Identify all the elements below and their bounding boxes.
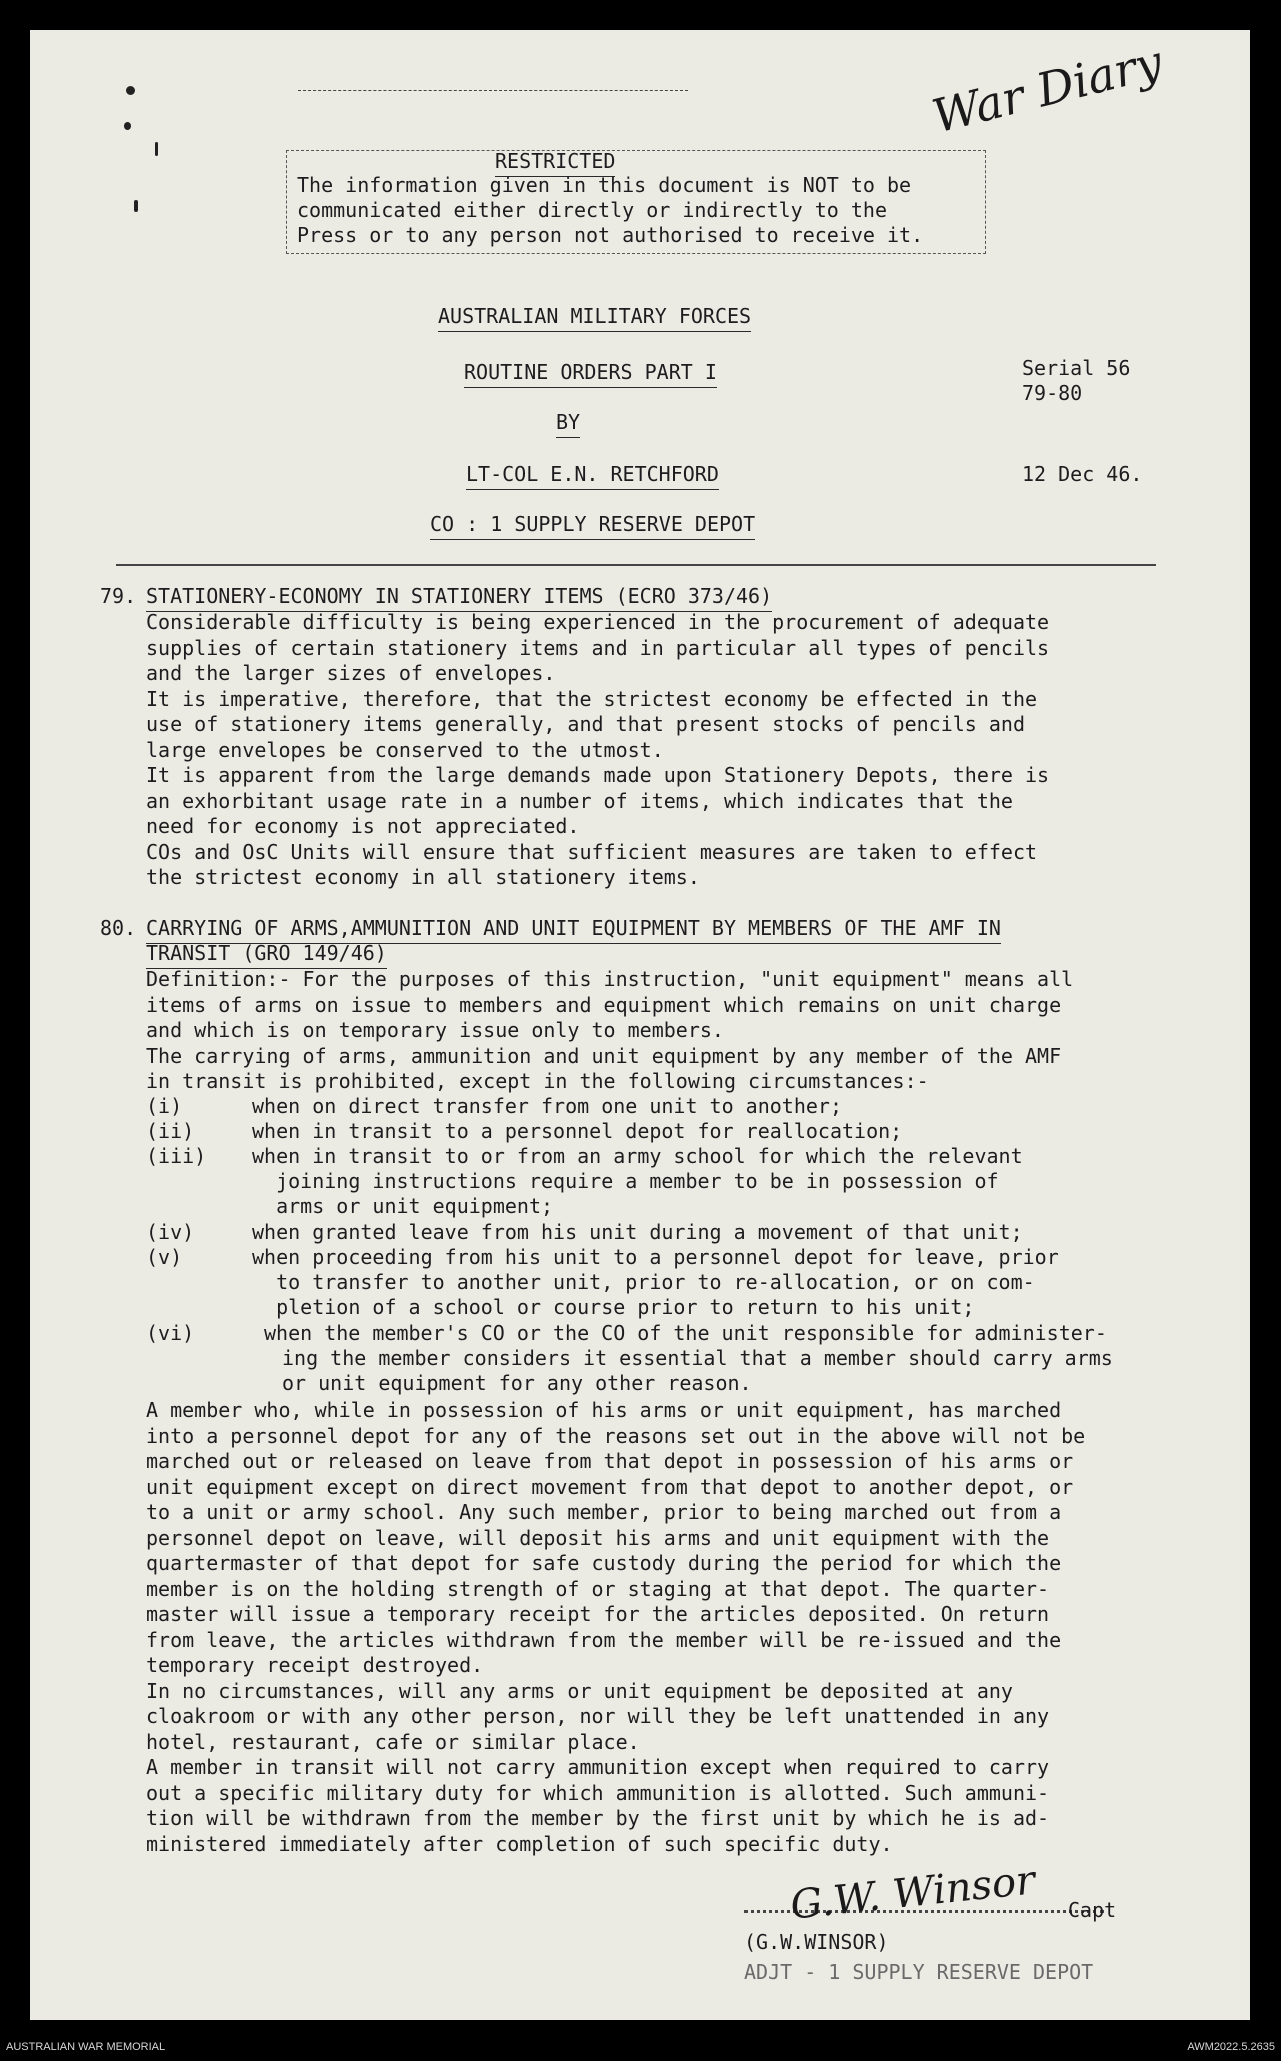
body-line: quartermaster of that depot for safe custody during the period for which the <box>146 1551 1062 1575</box>
serial-number: Serial 56 <box>1022 356 1131 380</box>
subitem-line: arms or unit equipment; <box>252 1194 554 1218</box>
body-line: supplies of certain stationery items and in particular all types of pencils <box>146 635 1050 660</box>
item-80-title-line-1: CARRYING OF ARMS,AMMUNITION AND UNIT EQUIPMENT BY MEMBERS OF THE AMF IN <box>146 916 1001 944</box>
subitem-line: to transfer to another unit, prior to re-allocation, or on com- <box>252 1270 1035 1294</box>
subitem-line: when proceeding from his unit to a personnel depot for leave, prior <box>252 1245 1059 1269</box>
body-line: A member who, while in possession of his arms or unit equipment, has marched <box>146 1398 1062 1422</box>
subitem-line: or unit equipment for any other reason. <box>282 1371 752 1395</box>
body-line: an exhorbitant usage rate in a number of items, which indicates that the <box>146 788 1013 813</box>
body-line: and the larger sizes of envelopes. <box>146 661 556 685</box>
body-line: marched out or released on leave from that depot in possession of his arms or <box>146 1449 1074 1473</box>
order-date: 12 Dec 46. <box>1022 462 1143 486</box>
body-line: from leave, the articles withdrawn from the member will be re-issued and the <box>146 1627 1062 1652</box>
body-line: It is apparent from the large demands made upon Stationery Depots, there is <box>146 763 1050 787</box>
top-dashed-rule <box>298 90 688 91</box>
body-line: tion will be withdrawn from the member by the first unit by which he is ad- <box>146 1806 1050 1830</box>
body-line: hotel, restaurant, cafe or similar place. <box>146 1729 640 1754</box>
item-80-number: 80. <box>100 916 137 940</box>
subitem-line: when granted leave from his unit during a movement of that unit; <box>252 1220 1023 1244</box>
signature-name: (G.W.WINSOR) <box>744 1930 889 1954</box>
item-80-intro <box>146 967 1073 1095</box>
subitem-line: when the member's CO or the CO of the unit responsible for administer- <box>264 1321 1107 1345</box>
item-79-title: STATIONERY-ECONOMY IN STATIONERY ITEMS (ECRO 373/46) <box>146 584 772 612</box>
body-line: In no circumstances, will any arms or unit equipment be deposited at any <box>146 1678 1013 1703</box>
body-line: large envelopes be conserved to the utmost. <box>146 737 664 762</box>
by-label: BY <box>556 410 580 438</box>
restricted-line-3: Press or to any person not authorised to receive it. <box>297 223 924 247</box>
body-line: temporary receipt destroyed. <box>146 1653 484 1677</box>
body-line: Definition:- For the purposes of this instruction, "unit equipment" means all <box>146 967 1074 991</box>
item-79-number: 79. <box>100 584 137 608</box>
restricted-heading: RESTRICTED <box>495 149 615 177</box>
body-line: the strictest economy in all stationery items. <box>146 865 700 889</box>
subitem-label: (i) <box>146 1094 183 1118</box>
body-line: A member in transit will not carry ammunition except when required to carry <box>146 1755 1050 1779</box>
footer-reference: AWM2022.5.2635 <box>1187 2041 1275 2053</box>
hole-punch-mark <box>126 86 135 95</box>
subitem-line: when in transit to a personnel depot for reallocation; <box>252 1119 903 1143</box>
body-line: to a unit or army school. Any such member, prior to being marched out from a <box>146 1500 1062 1524</box>
officer-name: LT-COL E.N. RETCHFORD <box>466 462 719 490</box>
subitem-label: (ii) <box>146 1119 195 1143</box>
subitem-line: when in transit to or from an army school for which the relevant <box>252 1144 1023 1168</box>
body-line: personnel depot on leave, will deposit his arms and unit equipment with the <box>146 1525 1050 1550</box>
subitem-label: (iv) <box>146 1220 195 1244</box>
body-line: items of arms on issue to members and equipment which remains on unit charge <box>146 992 1062 1017</box>
subitem-label: (v) <box>146 1245 183 1269</box>
item-79-body <box>146 610 1049 891</box>
subitem-label: (iii) <box>146 1144 207 1168</box>
body-line: use of stationery items generally, and that present stocks of pencils and <box>146 712 1025 736</box>
hole-punch-mark <box>134 200 138 212</box>
force-title: AUSTRALIAN MILITARY FORCES <box>438 304 751 332</box>
handwritten-signature: G.W. Winsor <box>788 1857 1038 1929</box>
body-line: need for economy is not appreciated. <box>146 814 580 838</box>
body-line: ministered immediately after completion of such specific duty. <box>146 1831 893 1856</box>
subitem-line: pletion of a school or course prior to return to his unit; <box>252 1295 975 1319</box>
body-line: COs and OsC Units will ensure that sufficient measures are taken to effect <box>146 839 1038 864</box>
restricted-line-1: The information given in this document is NOT to be <box>297 173 912 197</box>
subitem-line: joining instructions require a member to be in possession of <box>252 1169 999 1193</box>
subitem-line: when on direct transfer from one unit to another; <box>252 1094 843 1118</box>
footer-institution: AUSTRALIAN WAR MEMORIAL <box>6 2041 166 2053</box>
subitem-line: ing the member considers it essential that a member should carry arms <box>282 1346 1113 1370</box>
hole-punch-mark <box>155 142 158 156</box>
restricted-line-2: communicated either directly or indirectly to the <box>297 198 888 222</box>
body-line: in transit is prohibited, except in the following circumstances:- <box>146 1069 929 1093</box>
body-line: The carrying of arms, ammunition and unit equipment by any member of the AMF <box>146 1043 1062 1068</box>
serial-range: 79-80 <box>1022 381 1083 405</box>
body-line: master will issue a temporary receipt for the articles deposited. On return <box>146 1602 1050 1626</box>
body-line: member is on the holding strength of or staging at that depot. The quarter- <box>146 1576 1050 1601</box>
body-line: into a personnel depot for any of the reasons set out in the above will not be <box>146 1423 1086 1448</box>
hole-punch-mark <box>124 122 131 130</box>
item-80-closing <box>146 1398 1085 1857</box>
body-line: and which is on temporary issue only to members. <box>146 1018 724 1042</box>
document-page <box>30 30 1250 2020</box>
body-line: out a specific military duty for which ammunition is allotted. Such ammuni- <box>146 1780 1050 1805</box>
item-80-title-line-2: TRANSIT (GRO 149/46) <box>146 941 387 969</box>
signature-rank: Capt <box>1068 1898 1117 1922</box>
body-line: It is imperative, therefore, that the strictest economy be effected in the <box>146 686 1038 711</box>
header-divider <box>116 564 1156 566</box>
signature-unit: ADJT - 1 SUPPLY RESERVE DEPOT <box>744 1960 1094 1984</box>
archive-footer <box>0 2031 1281 2061</box>
restricted-notice-box <box>286 150 986 254</box>
orders-title: ROUTINE ORDERS PART I <box>464 360 717 388</box>
handwritten-war-diary-note: War Diary <box>926 34 1168 144</box>
body-line: cloakroom or with any other person, nor will they be left unattended in any <box>146 1704 1050 1728</box>
subitem-label: (vi) <box>146 1321 195 1345</box>
body-line: unit equipment except on direct movement from that depot to another depot, or <box>146 1474 1074 1499</box>
unit-title: CO : 1 SUPPLY RESERVE DEPOT <box>430 512 755 540</box>
body-line: Considerable difficulty is being experienced in the procurement of adequate <box>146 610 1050 634</box>
